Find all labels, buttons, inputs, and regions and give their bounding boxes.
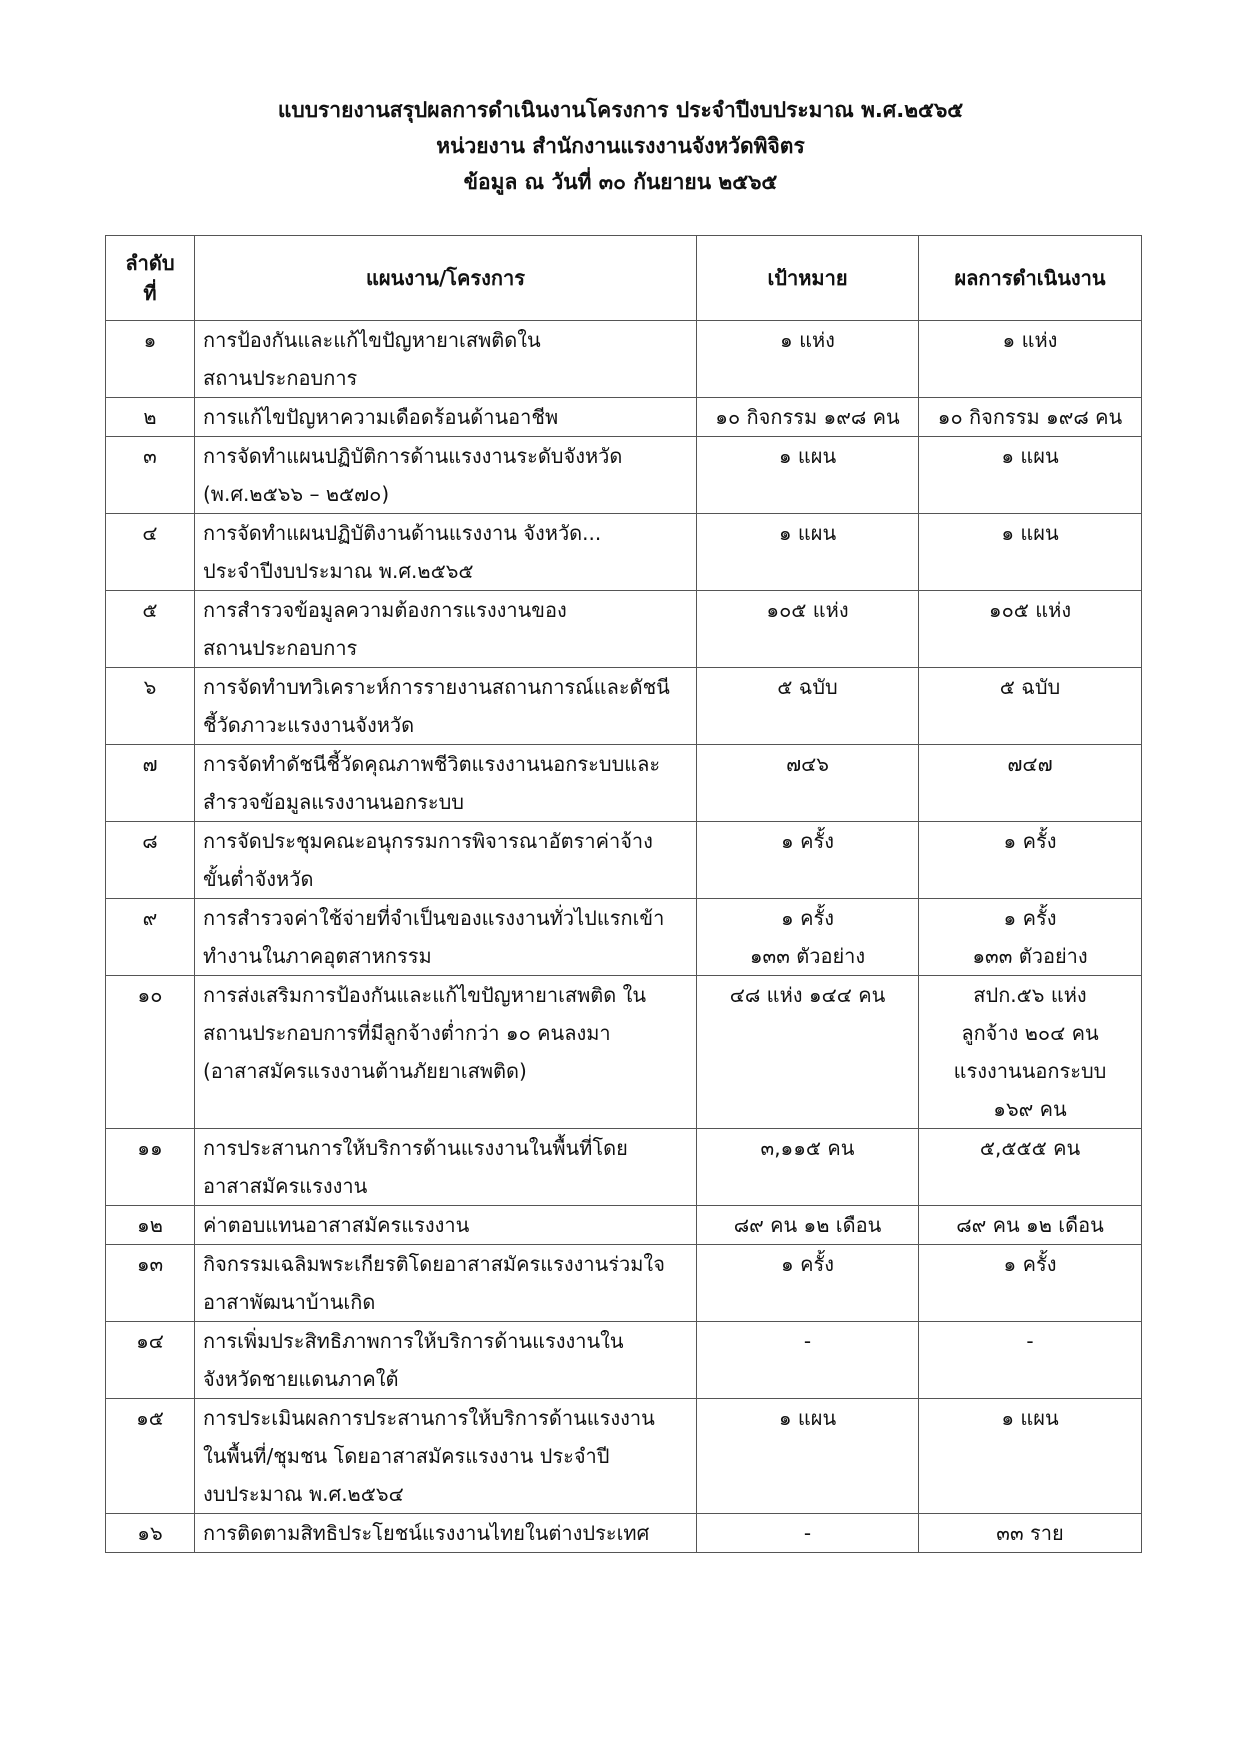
result-cell-line: ๑ ครั้ง (1003, 829, 1057, 853)
target-cell (697, 1129, 919, 1206)
result-cell-line: ๑ ครั้ง (1003, 1252, 1057, 1276)
target-cell-line: ๑ ครั้ง (781, 829, 834, 853)
target-cell (697, 1245, 919, 1322)
row-number: ๑๖ (106, 1514, 195, 1553)
report-header (0, 92, 1241, 200)
project-name-cell-line: การจัดทำดัชนีชี้วัดคุณภาพชีวิตแรงงานนอกระบบและ (203, 752, 661, 776)
result-cell-line: ๓๓ ราย (996, 1521, 1064, 1545)
project-name-cell (195, 899, 697, 976)
project-name-cell-line: การจัดทำแผนปฏิบัติการด้านแรงงานระดับจังหวัด (203, 444, 623, 468)
target-cell-line: ๑ ครั้ง (781, 906, 834, 930)
project-name-cell-line: การจัดทำแผนปฏิบัติงานด้านแรงงาน จังหวัด... (203, 521, 602, 545)
project-name-cell (195, 437, 697, 514)
table-row (106, 899, 1142, 976)
project-name-cell-line: สำรวจข้อมูลแรงงานนอกระบบ (203, 790, 464, 814)
target-cell (697, 591, 919, 668)
project-name-cell (195, 591, 697, 668)
row-number: ๒ (106, 398, 195, 437)
target-cell (697, 1322, 919, 1399)
project-name-cell-line: ค่าตอบแทนอาสาสมัครแรงงาน (203, 1213, 470, 1237)
table-row (106, 976, 1142, 1129)
target-cell-line: ๔๘ แห่ง ๑๔๔ คน (729, 983, 886, 1007)
project-name-cell-line: การป้องกันและแก้ไขปัญหายาเสพติดใน (203, 328, 541, 352)
result-cell-line: ๑๐๕ แห่ง (988, 598, 1072, 622)
row-number: ๓ (106, 437, 195, 514)
result-cell (919, 1514, 1142, 1553)
target-cell-line: ๘๙ คน ๑๒ เดือน (733, 1213, 882, 1237)
result-cell-line: สปก.๕๖ แห่ง (973, 983, 1087, 1007)
project-name-cell (195, 822, 697, 899)
target-cell (697, 668, 919, 745)
target-cell-line: - (803, 1521, 812, 1545)
project-name-cell-line: (พ.ศ.๒๕๖๖ – ๒๕๗๐) (203, 482, 390, 506)
row-number: ๙ (106, 899, 195, 976)
row-number: ๑๔ (106, 1322, 195, 1399)
result-cell (919, 1245, 1142, 1322)
result-cell-line: ๑ ครั้ง (1003, 906, 1057, 930)
result-cell-line: ๑๖๙ คน (993, 1097, 1067, 1121)
target-cell (697, 976, 919, 1129)
row-number: ๑๒ (106, 1206, 195, 1245)
table-row (106, 321, 1142, 398)
result-cell-line: ๑๐ กิจกรรม ๑๙๘ คน (937, 405, 1123, 429)
project-name-cell-line: สถานประกอบการที่มีลูกจ้างต่ำกว่า ๑๐ คนลงมา (203, 1021, 611, 1045)
project-name-cell-line: การแก้ไขปัญหาความเดือดร้อนด้านอาชีพ (203, 405, 559, 429)
result-cell (919, 321, 1142, 398)
table-body (106, 321, 1142, 1553)
table-row (106, 1206, 1142, 1245)
project-name-cell (195, 1514, 697, 1553)
target-cell (697, 398, 919, 437)
target-cell-line: ๑ ครั้ง (781, 1252, 834, 1276)
row-number: ๑๓ (106, 1245, 195, 1322)
project-name-cell (195, 1206, 697, 1245)
table-row (106, 437, 1142, 514)
result-cell-line: ๑ แผน (1001, 1406, 1059, 1430)
project-name-cell (195, 1322, 697, 1399)
row-number: ๕ (106, 591, 195, 668)
result-cell-line: ลูกจ้าง ๒๐๔ คน (961, 1021, 1099, 1045)
table-row (106, 822, 1142, 899)
project-name-cell (195, 1245, 697, 1322)
project-name-cell-line: จังหวัดชายแดนภาคใต้ (203, 1367, 399, 1391)
project-name-cell-line: สถานประกอบการ (203, 636, 358, 660)
result-cell (919, 514, 1142, 591)
result-cell (919, 822, 1142, 899)
table-header-row (106, 236, 1142, 321)
table-row (106, 1514, 1142, 1553)
project-name-cell (195, 1399, 697, 1514)
target-cell-line: ๑ แผน (778, 444, 837, 468)
result-cell-line: ๘๙ คน ๑๒ เดือน (956, 1213, 1104, 1237)
target-cell-line: ๑๐ กิจกรรม ๑๙๘ คน (715, 405, 900, 429)
row-number: ๑๐ (106, 976, 195, 1129)
row-number: ๑ (106, 321, 195, 398)
target-cell-line: ๗๔๖ (786, 752, 829, 776)
target-cell (697, 745, 919, 822)
row-number: ๑๕ (106, 1399, 195, 1514)
result-cell-line: ๗๔๗ (1007, 752, 1053, 776)
result-cell (919, 591, 1142, 668)
table-row (106, 514, 1142, 591)
target-cell (697, 899, 919, 976)
report-title: แบบรายงานสรุปผลการดำเนินงานโครงการ ประจำปีงบประมาณ พ.ศ.๒๕๖๕ (277, 98, 964, 122)
header-project: แผนงาน/โครงการ (195, 236, 697, 321)
header-no: ลำดับ ที่ (106, 236, 195, 321)
target-cell (697, 514, 919, 591)
project-name-cell-line: การเพิ่มประสิทธิภาพการให้บริการด้านแรงงานใน (203, 1329, 624, 1353)
target-cell (697, 1399, 919, 1514)
target-cell-line: ๓,๑๑๕ คน (760, 1136, 855, 1160)
project-name-cell-line: ขั้นต่ำจังหวัด (203, 867, 314, 891)
table-row (106, 1129, 1142, 1206)
result-cell (919, 1399, 1142, 1514)
project-name-cell-line: การประสานการให้บริการด้านแรงงานในพื้นที่โดย (203, 1136, 628, 1160)
header-target: เป้าหมาย (697, 236, 919, 321)
row-number: ๖ (106, 668, 195, 745)
result-cell (919, 437, 1142, 514)
result-cell (919, 668, 1142, 745)
result-cell-line: ๑ แห่ง (1002, 328, 1058, 352)
project-name-cell-line: การติดตามสิทธิประโยชน์แรงงานไทยในต่างประเทศ (203, 1521, 650, 1545)
project-summary-table (105, 235, 1142, 1553)
project-name-cell-line: การสำรวจค่าใช้จ่ายที่จำเป็นของแรงงานทั่วไปแรกเข้า (203, 906, 665, 930)
target-cell-line: ๕ ฉบับ (777, 675, 838, 699)
row-number: ๗ (106, 745, 195, 822)
result-cell (919, 976, 1142, 1129)
project-name-cell-line: ในพื้นที่/ชุมชน โดยอาสาสมัครแรงงาน ประจำปี (203, 1444, 610, 1468)
target-cell (697, 321, 919, 398)
result-cell (919, 1206, 1142, 1245)
table-row (106, 398, 1142, 437)
project-name-cell-line: ชี้วัดภาวะแรงงานจังหวัด (203, 713, 415, 737)
project-name-cell (195, 514, 697, 591)
project-name-cell-line: สถานประกอบการ (203, 366, 358, 390)
target-cell-line: ๑๓๓ ตัวอย่าง (749, 944, 866, 968)
row-number: ๔ (106, 514, 195, 591)
table-row (106, 1399, 1142, 1514)
report-date: ข้อมูล ณ วันที่ ๓๐ กันยายน ๒๕๖๕ (463, 170, 778, 194)
table-row (106, 1322, 1142, 1399)
result-cell-line: ๑ แผน (1001, 521, 1059, 545)
target-cell (697, 822, 919, 899)
project-name-cell-line: ประจำปีงบประมาณ พ.ศ.๒๕๖๕ (203, 559, 474, 583)
table-row (106, 668, 1142, 745)
project-name-cell-line: (อาสาสมัครแรงงานต้านภัยยาเสพติด) (203, 1059, 527, 1083)
project-name-cell-line: การจัดประชุมคณะอนุกรรมการพิจารณาอัตราค่าจ้าง (203, 829, 653, 853)
project-name-cell-line: ทำงานในภาคอุตสาหกรรม (203, 944, 432, 968)
table-row (106, 591, 1142, 668)
project-name-cell-line: การสำรวจข้อมูลความต้องการแรงงานของ (203, 598, 567, 622)
result-cell (919, 899, 1142, 976)
header-result: ผลการดำเนินงาน (919, 236, 1142, 321)
target-cell-line: ๑๐๕ แห่ง (766, 598, 849, 622)
target-cell-line: ๑ แห่ง (780, 328, 835, 352)
report-agency: หน่วยงาน สำนักงานแรงงานจังหวัดพิจิตร (436, 134, 805, 158)
result-cell (919, 398, 1142, 437)
project-name-cell (195, 321, 697, 398)
target-cell-line: ๑ แผน (778, 521, 837, 545)
project-name-cell-line: การจัดทำบทวิเคราะห์การรายงานสถานการณ์และดัชนี (203, 675, 670, 699)
project-name-cell (195, 745, 697, 822)
target-cell (697, 1206, 919, 1245)
project-name-cell-line: กิจกรรมเฉลิมพระเกียรติโดยอาสาสมัครแรงงานร่วมใจ (203, 1252, 665, 1276)
project-name-cell (195, 668, 697, 745)
result-cell-line: ๕,๕๕๕ คน (979, 1136, 1081, 1160)
result-cell-line: - (1026, 1329, 1034, 1353)
project-name-cell-line: การส่งเสริมการป้องกันและแก้ไขปัญหายาเสพติด ใน (203, 983, 647, 1007)
project-name-cell-line: งบประมาณ พ.ศ.๒๕๖๔ (203, 1482, 404, 1506)
result-cell-line: ๑๓๓ ตัวอย่าง (972, 944, 1088, 968)
table-row (106, 745, 1142, 822)
project-name-cell-line: อาสาพัฒนาบ้านเกิด (203, 1290, 376, 1314)
project-name-cell (195, 398, 697, 437)
project-name-cell-line: อาสาสมัครแรงงาน (203, 1174, 368, 1198)
result-cell (919, 745, 1142, 822)
project-name-cell-line: การประเมินผลการประสานการให้บริการด้านแรงงาน (203, 1406, 655, 1430)
result-cell-line: ๕ ฉบับ (999, 675, 1061, 699)
row-number: ๘ (106, 822, 195, 899)
target-cell (697, 1514, 919, 1553)
table-row (106, 1245, 1142, 1322)
result-cell (919, 1322, 1142, 1399)
result-cell (919, 1129, 1142, 1206)
result-cell-line: แรงงานนอกระบบ (953, 1059, 1107, 1083)
target-cell-line: ๑ แผน (778, 1406, 837, 1430)
target-cell-line: - (803, 1329, 812, 1353)
result-cell-line: ๑ แผน (1001, 444, 1059, 468)
project-name-cell (195, 1129, 697, 1206)
row-number: ๑๑ (106, 1129, 195, 1206)
project-name-cell (195, 976, 697, 1129)
target-cell (697, 437, 919, 514)
